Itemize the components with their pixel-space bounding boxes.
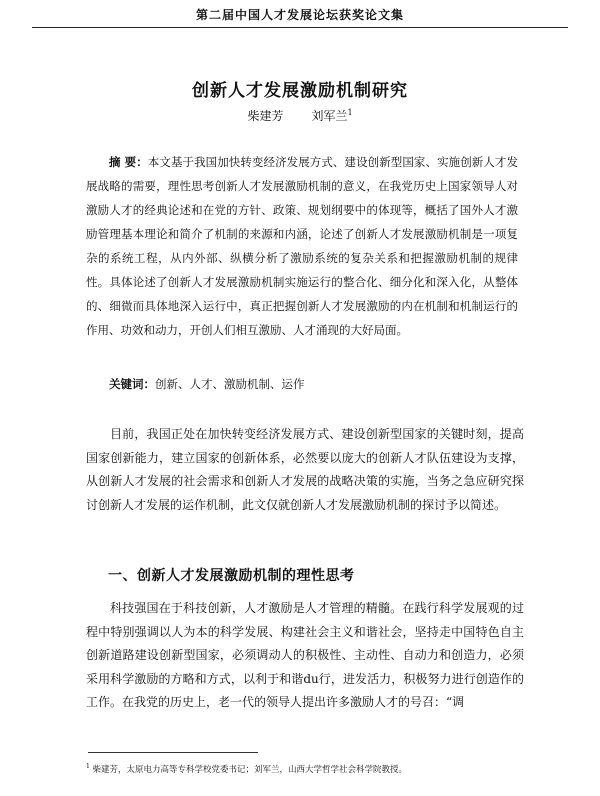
keywords-text: 创新、人才、激励机制、运作 [155,377,305,391]
author-1: 柴建芳 [247,109,284,123]
section-heading: 一、创新人才发展激励机制的理性思考 [108,568,355,584]
keywords [109,374,529,394]
intro-paragraph: 目前，我国正处在加快转变经济发展方式、建设创新型国家的关键时刻，提高国家创新能力，建立国家的创新体系，必然要以庞大的创新人才队伍建设为支撑，从创新人才发展的社会需求和创新人才发展的战略决策的实施，当务之急应研究探讨创新人才发展的运作机制，此文仅就创新人才发展激励机制的探讨予以简述。 [86,427,524,512]
footnote-rule [88,752,258,753]
abstract-label: 摘 要： [109,155,148,169]
footnote [86,761,546,776]
footnote-marker: 1 [86,763,90,770]
running-header: 第二届中国人才发展论坛获奖论文集 [195,8,404,22]
section-paragraph: 科技强国在于科技创新，人才激励是人才管理的精髓。在践行科学发展观的过程中特别强调以人为本的科学发展、构建社会主义和谐社会，坚持走中国特色自主创新道路建设创新型国家，必须调动人的积极性、主动性、自动力和创造力，必须采用科学激励的方略和方式，以利于和谐du行，进发活力，积极努力进行创造作的工作。在我党的历史上，老一代的领导人提出许多激励人才的号召：“调 [86,601,524,709]
abstract [86,150,518,342]
abstract-text: 本文基于我国加快转变经济发展方式、建设创新型国家、实施创新人才发展战略的需要，理性思考创新人才发展激励机制的意义，在我党历史上国家领导人对激励人才的经典论述和在党的方针、政策、规划纲要中的体现等，概括了国外人才激励管理基本理论和简介了机制的来源和内涵，论述了创新人才发展激励机制是一项复杂的系统工程，从内外部、纵横分析了激励系统的复杂关系和把握激励机制的规律性。具体论述了创新人才发展激励机制实施运行的整合化、细分化和深入化，从整体的、细微而具体地深入运行中，真正把握创新人才发展激励的内在机制和机制运行的作用、功效和动力，开创人们相互激励、人才涌现的大好局面。 [86,155,518,337]
author-2 [311,109,352,123]
footnote-text: 柴建芳，太原电力高等专科学校党委书记；刘军兰，山西大学哲学社会科学院教授。 [92,764,408,775]
header-rule [32,27,568,28]
author-note-marker: 1 [347,108,353,117]
keywords-label: 关键词： [109,377,155,391]
paper-title: 创新人才发展激励机制研究 [192,81,408,101]
author-line [0,107,600,124]
author-2-name: 刘军兰 [311,109,348,123]
